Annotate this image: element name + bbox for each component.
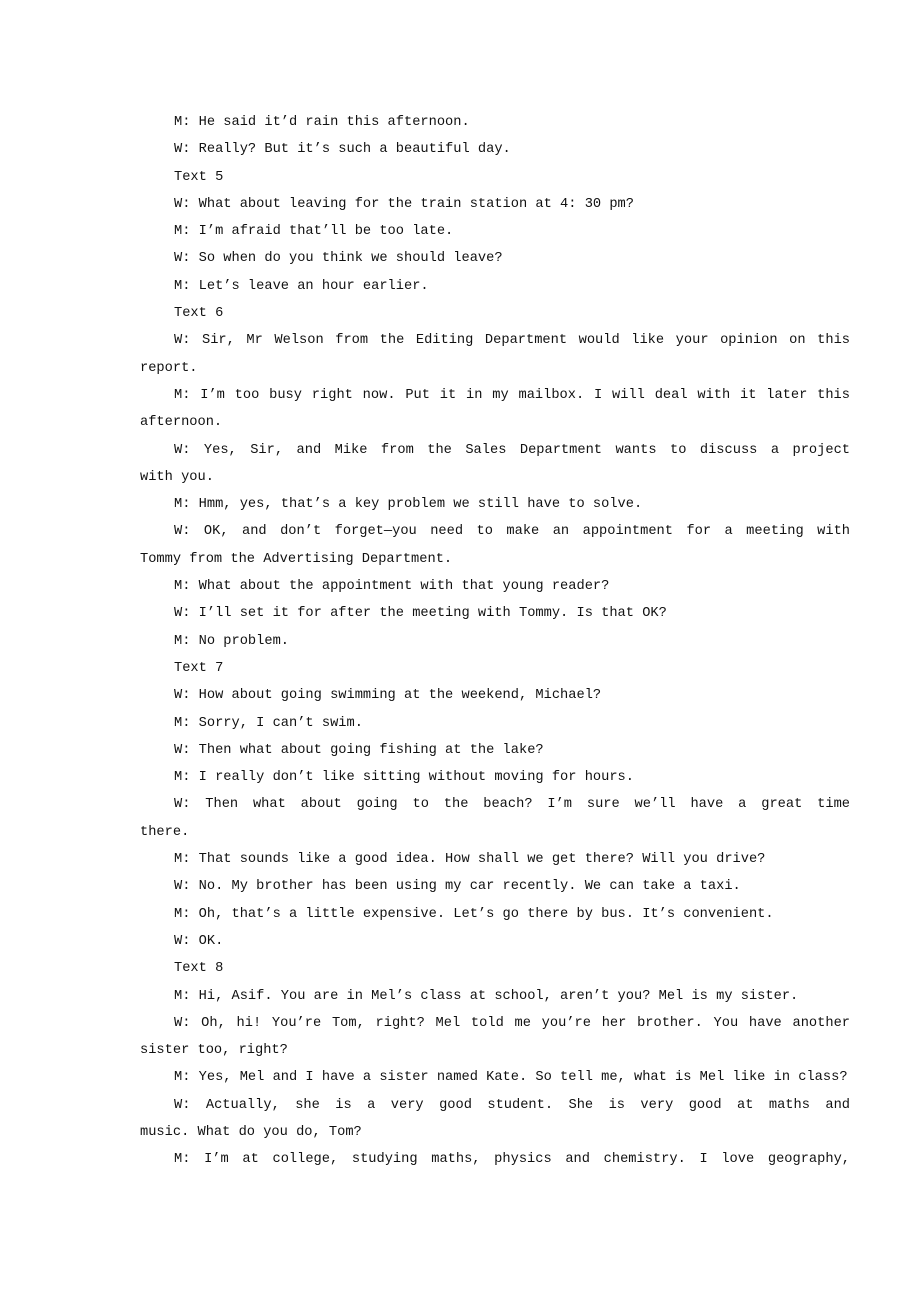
- paragraph: [140, 901, 850, 928]
- paragraph: [140, 1092, 850, 1147]
- paragraph: [140, 218, 850, 245]
- text-line: report.: [140, 360, 198, 376]
- text-line: W: No. My brother has been using my car recently. We can take a taxi.: [174, 879, 741, 895]
- paragraph: [140, 382, 850, 437]
- text-line: W: So when do you think we should leave?: [174, 251, 503, 267]
- paragraph: [140, 873, 850, 900]
- text-line: M: Let’s leave an hour earlier.: [174, 278, 429, 294]
- paragraph: [140, 764, 850, 791]
- text-line: M: Sorry, I can’t swim.: [174, 715, 363, 731]
- text-line: M: I’m too busy right now. Put it in my mailbox. I will deal with it later this: [174, 387, 850, 403]
- paragraph: [140, 955, 850, 982]
- text-line: music. What do you do, Tom?: [140, 1124, 362, 1140]
- text-line: W: I’ll set it for after the meeting with Tommy. Is that OK?: [174, 606, 667, 622]
- text-line: M: I really don’t like sitting without moving for hours.: [174, 770, 634, 786]
- text-line: M: Oh, that’s a little expensive. Let’s go there by bus. It’s convenient.: [174, 906, 774, 922]
- paragraph: [140, 846, 850, 873]
- text-line: M: That sounds like a good idea. How shall we get there? Will you drive?: [174, 852, 766, 868]
- text-line: W: Really? But it’s such a beautiful day.: [174, 142, 511, 158]
- text-line: W: How about going swimming at the weekend, Michael?: [174, 688, 602, 704]
- paragraph: [140, 164, 850, 191]
- text-line: W: Oh, hi! You’re Tom, right? Mel told me you’re her brother. You have another: [174, 1015, 850, 1031]
- paragraph: [140, 710, 850, 737]
- paragraph: [140, 628, 850, 655]
- paragraph: [140, 136, 850, 163]
- paragraph: [140, 1010, 850, 1065]
- text-line: W: OK, and don’t forget—you need to make an appointment for a meeting with: [174, 524, 850, 540]
- text-line: M: Hi, Asif. You are in Mel’s class at school, aren’t you? Mel is my sister.: [174, 988, 799, 1004]
- text-line: Text 5: [174, 169, 224, 185]
- paragraph: [140, 491, 850, 518]
- text-line: W: What about leaving for the train station at 4: 30 pm?: [174, 196, 634, 212]
- paragraph: [140, 1064, 850, 1091]
- text-line: sister too, right?: [140, 1043, 288, 1059]
- text-line: W: Yes, Sir, and Mike from the Sales Department wants to discuss a project: [174, 442, 850, 458]
- text-line: M: Yes, Mel and I have a sister named Kate. So tell me, what is Mel like in class?: [174, 1070, 848, 1086]
- paragraph: [140, 300, 850, 327]
- paragraph: [140, 191, 850, 218]
- text-line: afternoon.: [140, 415, 223, 431]
- paragraph: [140, 928, 850, 955]
- paragraph: [140, 273, 850, 300]
- paragraph: [140, 327, 850, 382]
- paragraph: [140, 573, 850, 600]
- paragraph: [140, 737, 850, 764]
- paragraph: [140, 109, 850, 136]
- paragraph: [140, 1146, 850, 1173]
- text-line: W: Then what about going fishing at the lake?: [174, 742, 544, 758]
- text-line: M: He said it’d rain this afternoon.: [174, 115, 470, 130]
- text-line: W: OK.: [174, 933, 224, 949]
- text-line: Text 6: [174, 306, 224, 322]
- paragraph: [140, 791, 850, 846]
- text-line: M: No problem.: [174, 633, 289, 649]
- text-line: M: What about the appointment with that young reader?: [174, 579, 610, 595]
- text-line: M: I’m at college, studying maths, physics and chemistry. I love geography,: [174, 1152, 850, 1168]
- text-line: W: Sir, Mr Welson from the Editing Department would like your opinion on this: [174, 333, 850, 349]
- paragraph: [140, 600, 850, 627]
- paragraph: [140, 983, 850, 1010]
- text-line: Text 8: [174, 961, 224, 977]
- text-line: M: Hmm, yes, that’s a key problem we still have to solve.: [174, 497, 643, 513]
- text-line: with you.: [140, 469, 214, 485]
- text-line: there.: [140, 824, 190, 840]
- paragraph: [140, 655, 850, 682]
- text-line: Tommy from the Advertising Department.: [140, 551, 453, 567]
- paragraph: [140, 682, 850, 709]
- paragraph: [140, 518, 850, 573]
- paragraph: [140, 245, 850, 272]
- paragraph: [140, 437, 850, 492]
- transcript-text-block: [140, 109, 850, 1174]
- text-line: M: I’m afraid that’ll be too late.: [174, 224, 454, 240]
- text-line: W: Actually, she is a very good student. She is very good at maths and: [174, 1097, 850, 1113]
- text-line: Text 7: [174, 660, 224, 676]
- text-line: W: Then what about going to the beach? I’m sure we’ll have a great time: [174, 797, 850, 813]
